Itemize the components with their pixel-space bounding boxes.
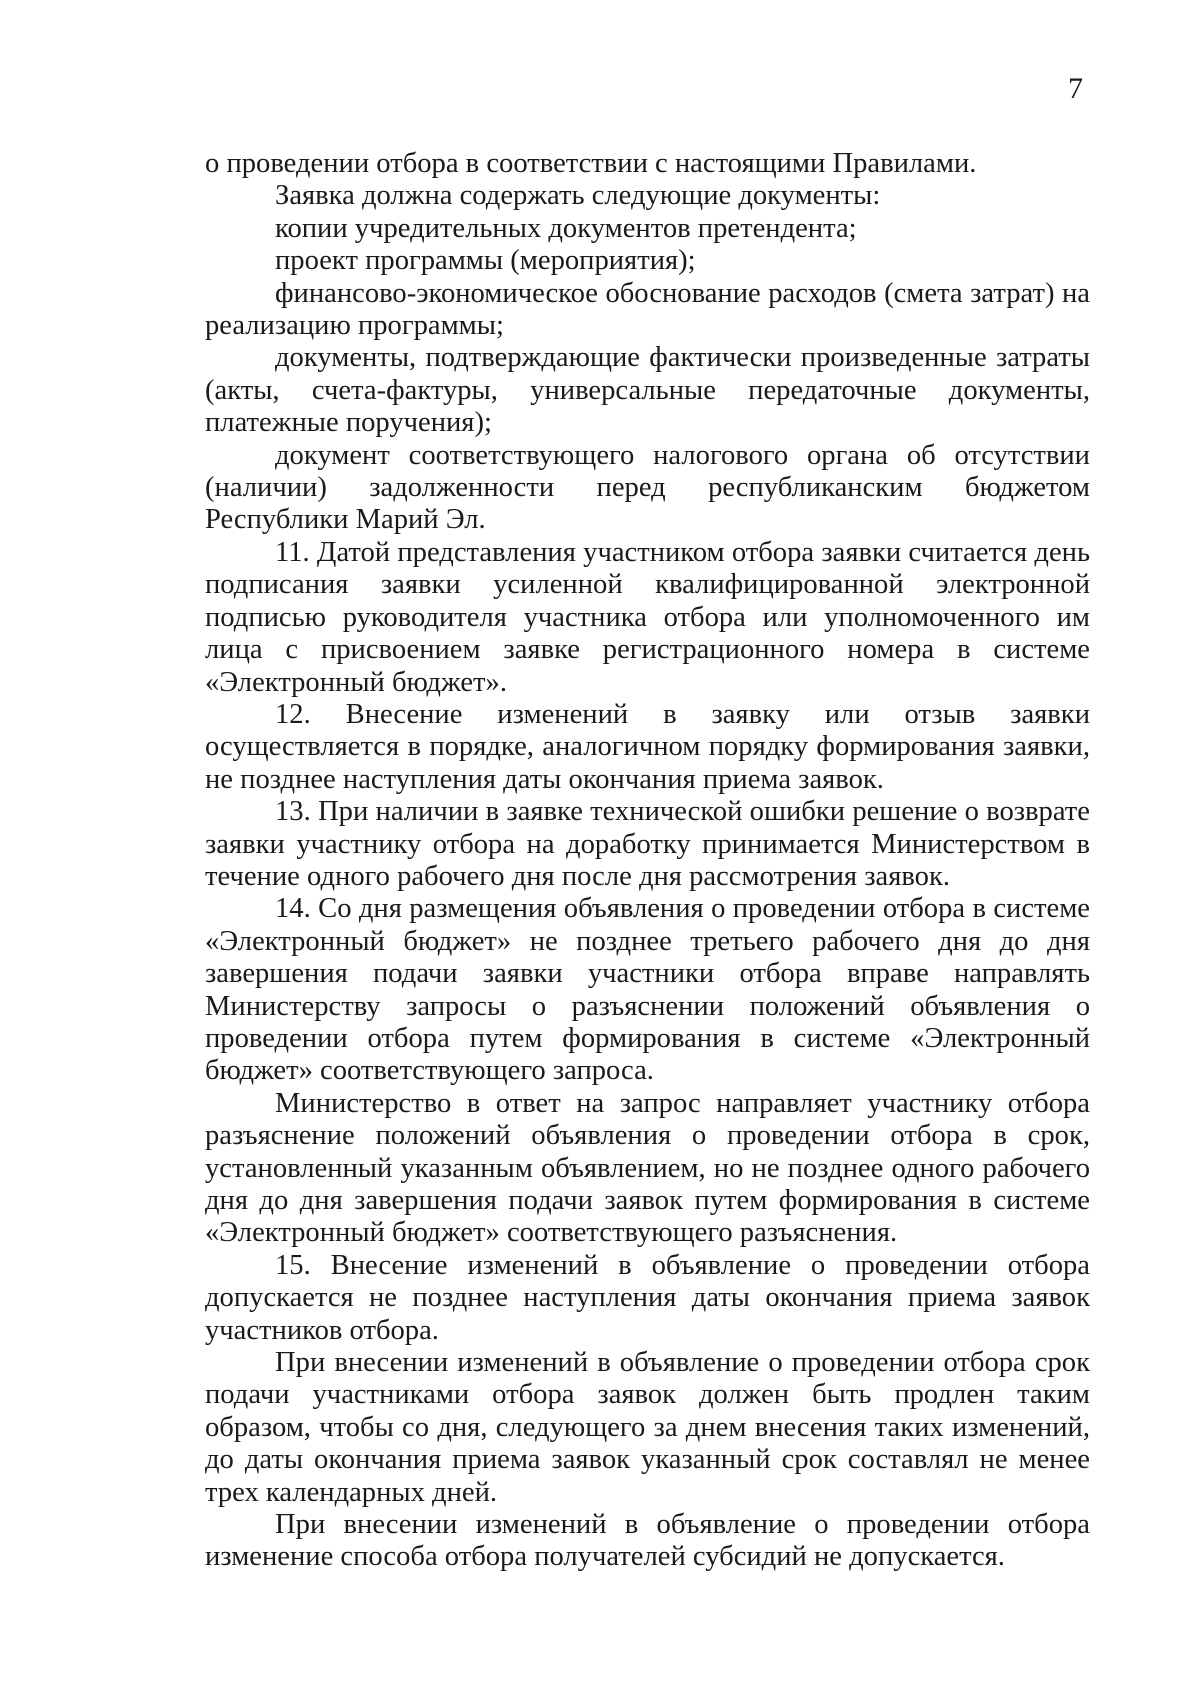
list-item-expense-documents: документы, подтверждающие фактически произведенные затраты (акты, счета-фактуры, универсальные передаточные документы, платежные поручения);: [205, 342, 1090, 439]
paragraph-method-change: При внесении изменений в объявление о проведении отбора изменение способа отбора получателей субсидий не допускается.: [205, 1509, 1090, 1573]
document-body: [205, 148, 1090, 1574]
paragraph-application-documents: Заявка должна содержать следующие документы:: [275, 180, 881, 212]
clause-13: 13. При наличии в заявке технической ошибки решение о возврате заявки участнику отбора на доработку принимается Министерством в течение одного рабочего дня после дня рассмотрения заявок.: [205, 796, 1090, 892]
list-item-program-draft: проект программы (мероприятия);: [275, 245, 696, 277]
paragraph-deadline-extension: При внесении изменений в объявление о проведении отбора срок подачи участниками отбора заявок должен быть продлен таким образом, чтобы со дня, следующего за днем внесения таких изменений, до даты окончания приема заявок указанный срок составлял не менее трех календарных дней.: [205, 1347, 1090, 1508]
list-item-tax-document: документ соответствующего налогового органа об отсутствии (наличии) задолженности перед республиканским бюджетом Республики Марий Эл.: [205, 439, 1090, 536]
paragraph-ministry-response: Министерство в ответ на запрос направляет участнику отбора разъяснение положений объявления о проведении отбора в срок, установленный указанным объявлением, но не позднее одного рабочего дня до дня завершения подачи заявок путем формирования в системе «Электронный бюджет» соответствующего разъяснения.: [205, 1087, 1090, 1249]
paragraph-continuation: о проведении отбора в соответствии с настоящими Правилами.: [205, 148, 977, 179]
list-item-financial-justification: финансово-экономическое обоснование расходов (смета затрат) на реализацию программы;: [205, 277, 1090, 342]
clause-15: 15. Внесение изменений в объявление о проведении отбора допускается не позднее наступления даты окончания приема заявок участников отбора.: [205, 1249, 1090, 1346]
clause-12: 12. Внесение изменений в заявку или отзыв заявки осуществляется в порядке, аналогичном порядку формирования заявки, не позднее наступления даты окончания приема заявок.: [205, 698, 1090, 795]
clause-14: 14. Со дня размещения объявления о проведении отбора в системе «Электронный бюджет» не позднее третьего рабочего дня до дня завершения подачи заявки участники отбора вправе направлять Министерству запросы о разъяснении положений объявления о проведении отбора путем формирования в системе «Электронный бюджет» соответствующего запроса.: [205, 893, 1090, 1087]
page-number: 7: [1068, 72, 1083, 105]
list-item-founding-documents: копии учредительных документов претендента;: [275, 212, 857, 244]
clause-11: 11. Датой представления участником отбора заявки считается день подписания заявки усиленной квалифицированной электронной подписью руководителя участника отбора или уполномоченного им лица с присвоением заявке регистрационного номера в системе «Электронный бюджет».: [205, 536, 1090, 698]
